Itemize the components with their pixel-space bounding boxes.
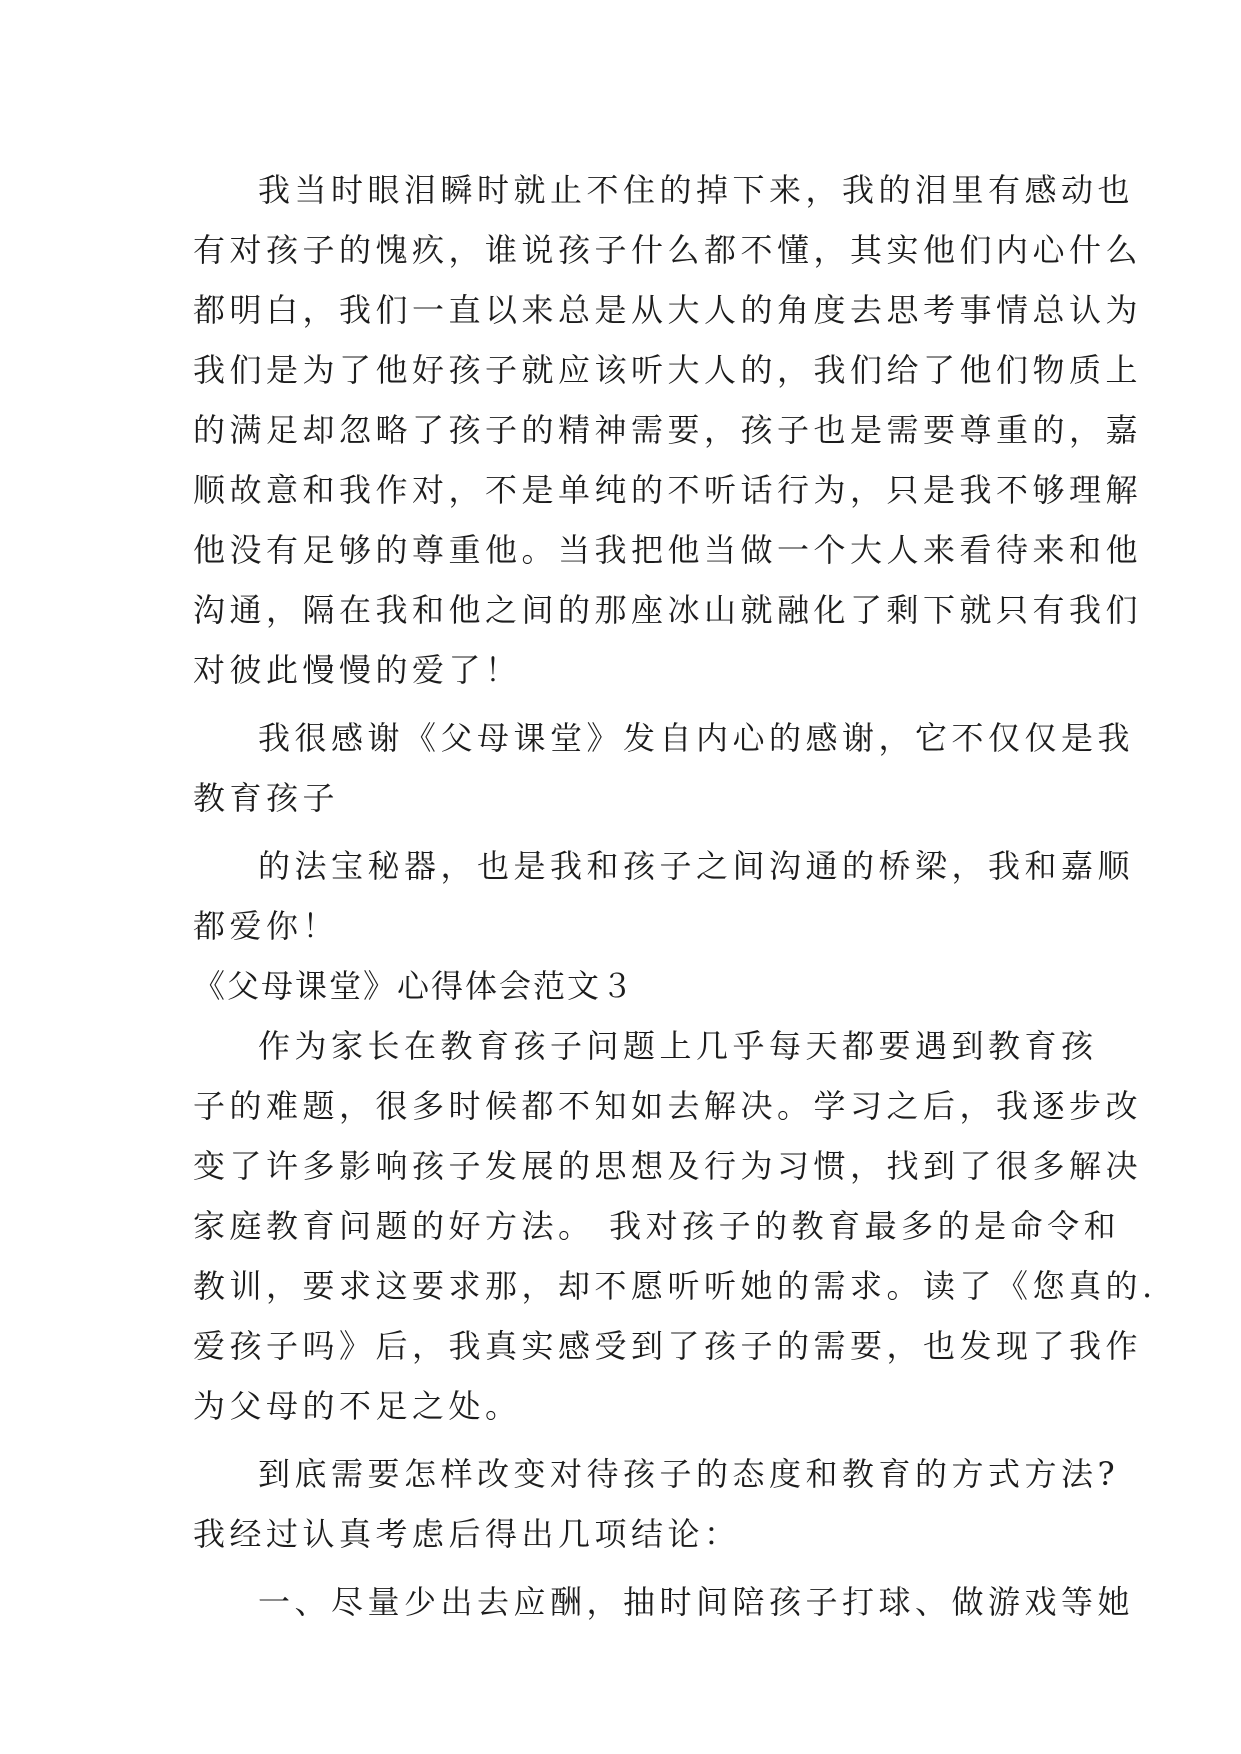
paragraph-4-line-2: 子的难题，很多时候都不知如去解决。学习之后，我逐步改 xyxy=(193,1087,1143,1125)
paragraph-5-line-2: 我经过认真考虑后得出几项结论： xyxy=(193,1515,741,1553)
paragraph-4-line-4: 家庭教育问题的好方法。 我对孩子的教育最多的是命令和 xyxy=(193,1207,1121,1245)
paragraph-3-line-1: 的法宝秘器，也是我和孩子之间沟通的桥梁，我和嘉顺 xyxy=(258,847,1135,885)
document-body xyxy=(193,160,1157,1632)
paragraph-4-line-5: 教训，要求这要求那，却不愿听听她的需求。读了《您真的. xyxy=(193,1267,1157,1305)
paragraph-1-line-6: 顺故意和我作对，不是单纯的不听话行为，只是我不够理解 xyxy=(193,471,1143,509)
paragraph-4-line-1: 作为家长在教育孩子问题上几乎每天都要遇到教育孩 xyxy=(258,1027,1098,1065)
paragraph-1-line-9: 对彼此慢慢的爱了！ xyxy=(193,651,522,689)
paragraph-1-line-2: 有对孩子的愧疚，谁说孩子什么都不懂，其实他们内心什么 xyxy=(193,231,1143,269)
paragraph-1-line-5: 的满足却忽略了孩子的精神需要，孩子也是需要尊重的，嘉 xyxy=(193,411,1143,449)
paragraph-4-line-3: 变了许多影响孩子发展的思想及行为习惯，找到了很多解决 xyxy=(193,1147,1143,1185)
paragraph-2-line-2: 教育孩子 xyxy=(193,779,340,817)
paragraph-1-line-3: 都明白，我们一直以来总是从大人的角度去思考事情总认为 xyxy=(193,291,1143,329)
paragraph-2-line-1: 我很感谢《父母课堂》发自内心的感谢，它不仅仅是我 xyxy=(258,719,1135,757)
paragraph-4-line-7: 为父母的不足之处。 xyxy=(193,1387,522,1425)
section-heading: 《父母课堂》心得体会范文３ xyxy=(193,967,636,1005)
paragraph-1-line-4: 我们是为了他好孩子就应该听大人的，我们给了他们物质上 xyxy=(193,351,1143,389)
paragraph-1-line-1: 我当时眼泪瞬时就止不住的掉下来，我的泪里有感动也 xyxy=(258,171,1135,209)
paragraph-1-line-8: 沟通，隔在我和他之间的那座冰山就融化了剩下就只有我们 xyxy=(193,591,1143,629)
paragraph-3-line-2: 都爱你！ xyxy=(193,907,340,945)
paragraph-5-line-1: 到底需要怎样改变对待孩子的态度和教育的方式方法? xyxy=(258,1455,1120,1493)
paragraph-4-line-6: 爱孩子吗》后，我真实感受到了孩子的需要，也发现了我作 xyxy=(193,1327,1143,1365)
paragraph-6-line-1: 一、尽量少出去应酬，抽时间陪孩子打球、做游戏等她 xyxy=(258,1583,1135,1621)
paragraph-1-line-7: 他没有足够的尊重他。当我把他当做一个大人来看待来和他 xyxy=(193,531,1143,569)
